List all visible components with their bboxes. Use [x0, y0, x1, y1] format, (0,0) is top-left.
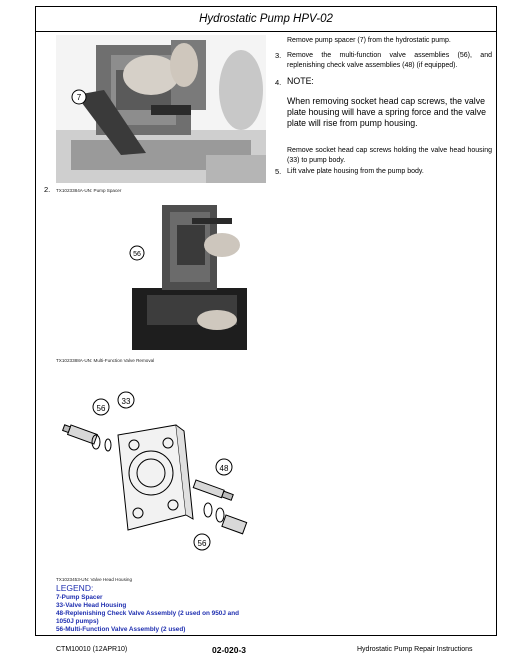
step-2-number: 2.	[44, 185, 51, 194]
step-5-number: 5.	[275, 167, 282, 176]
callout-56-bottom: 56	[197, 539, 207, 548]
legend-item: 48-Replenishing Check Valve Assembly (2 used on 950J and	[56, 610, 240, 617]
step-4-number: 4.	[275, 78, 282, 87]
legend-title: LEGEND:	[56, 583, 94, 593]
figure-2-caption: TX1023388A-UN: Multi-Function Valve Removal	[56, 358, 155, 363]
figure-3-caption: TX1023453-UN: Valve Head Housing	[56, 577, 133, 582]
page-title: Hydrostatic Pump HPV-02	[35, 6, 497, 32]
figure-1-caption: TX1023384A-UN: Pump Spacer	[56, 188, 122, 193]
footer-doc-id: CTM10010 (12APR10)	[56, 646, 128, 653]
legend-item: 56-Multi-Function Valve Assembly (2 used)	[56, 626, 186, 633]
callout-48: 48	[219, 464, 229, 473]
callout-56-top: 56	[96, 404, 106, 413]
legend-item: 1050J pumps)	[56, 618, 99, 625]
valve-removal-photo	[122, 200, 247, 350]
callout-33: 33	[121, 397, 131, 406]
valve-head-housing-drawing	[56, 385, 256, 575]
step-3-text: Remove the multi-function valve assemblies (56), and replenishing check valve assemblies (48) (if equipped).	[287, 52, 492, 69]
footer-section: Hydrostatic Pump Repair Instructions	[357, 646, 473, 653]
note-label: NOTE:	[287, 76, 314, 86]
step-1-text: Remove pump spacer (7) from the hydrostatic pump.	[287, 37, 451, 44]
callout-56: 56	[133, 251, 141, 258]
legend-item: 33-Valve Head Housing	[56, 602, 127, 609]
step-4-text: Remove socket head cap screws holding the valve head housing (33) to pump body.	[287, 147, 492, 164]
callout-7: 7	[76, 93, 82, 102]
pump-spacer-photo	[56, 35, 266, 183]
step-5-text: Lift valve plate housing from the pump body.	[287, 168, 424, 175]
footer-page-number: 02-020-3	[212, 645, 247, 655]
step-3-number: 3.	[275, 51, 282, 60]
legend-item: 7-Pump Spacer	[56, 594, 103, 601]
note-text: When removing socket head cap screws, the valve plate housing will have a spring force and the valve plate will rise from pump housing.	[287, 96, 487, 128]
